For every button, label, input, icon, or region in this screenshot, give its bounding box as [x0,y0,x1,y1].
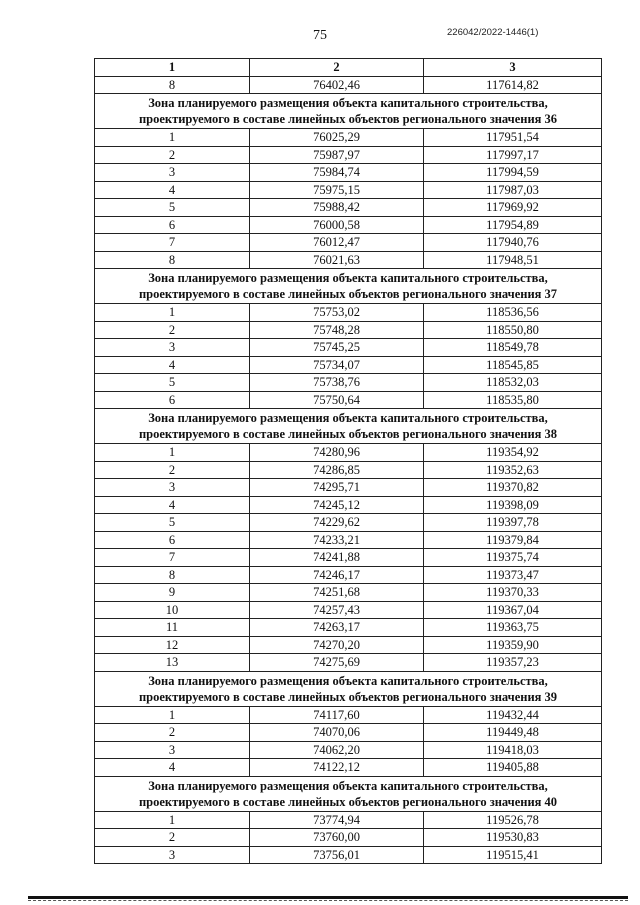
point-number-cell: 2 [95,461,250,479]
y-coordinate-cell: 117940,76 [424,234,602,252]
table-row [95,846,602,864]
point-number-cell: 3 [95,479,250,497]
table-row [95,146,602,164]
zone-title [95,671,602,706]
point-number-cell: 7 [95,549,250,567]
column-header: 1 [95,59,250,77]
x-coordinate-cell: 74062,20 [250,741,424,759]
point-number-cell: 11 [95,619,250,637]
point-number-cell: 1 [95,706,250,724]
table-row [95,461,602,479]
x-coordinate-cell: 75753,02 [250,304,424,322]
point-number-cell: 6 [95,391,250,409]
y-coordinate-cell: 119359,90 [424,636,602,654]
zone-title [95,409,602,444]
zone-title-row [95,94,602,129]
y-coordinate-cell: 117994,59 [424,164,602,182]
point-number-cell: 4 [95,356,250,374]
point-number-cell: 7 [95,234,250,252]
table-row [95,759,602,777]
point-number-cell: 9 [95,584,250,602]
table-row [95,251,602,269]
zone-title-row [95,671,602,706]
x-coordinate-cell: 75745,25 [250,339,424,357]
y-coordinate-cell: 117951,54 [424,129,602,147]
zone-title-line-1: Зона планируемого размещения объекта капитального строительства, [148,96,548,110]
zone-title-line-2: проектируемого в составе линейных объектов регионального значения 40 [138,794,558,809]
zone-title-line-2: проектируемого в составе линейных объектов регионального значения 36 [138,112,558,126]
coordinates-table [94,58,602,864]
y-coordinate-cell: 119357,23 [424,654,602,672]
table-row [95,479,602,497]
table-row [95,444,602,462]
table-row [95,549,602,567]
zone-title-line-2: проектируемого в составе линейных объектов регионального значения 37 [138,287,558,301]
zone-title [95,776,602,811]
y-coordinate-cell: 119526,78 [424,811,602,829]
x-coordinate-cell: 73756,01 [250,846,424,864]
zone-title-line-2: проектируемого в составе линейных объектов регионального значения 38 [138,427,558,441]
x-coordinate-cell: 75984,74 [250,164,424,182]
x-coordinate-cell: 75975,15 [250,181,424,199]
table-row [95,339,602,357]
table-body [95,76,602,864]
point-number-cell: 2 [95,829,250,847]
point-number-cell: 3 [95,164,250,182]
y-coordinate-cell: 119370,33 [424,584,602,602]
zone-title-row [95,776,602,811]
y-coordinate-cell: 119397,78 [424,514,602,532]
point-number-cell: 8 [95,251,250,269]
point-number-cell: 8 [95,76,250,94]
x-coordinate-cell: 73760,00 [250,829,424,847]
table-row [95,566,602,584]
x-coordinate-cell: 74286,85 [250,461,424,479]
x-coordinate-cell: 74275,69 [250,654,424,672]
point-number-cell: 13 [95,654,250,672]
point-number-cell: 4 [95,496,250,514]
table-row [95,181,602,199]
point-number-cell: 3 [95,846,250,864]
x-coordinate-cell: 74122,12 [250,759,424,777]
x-coordinate-cell: 75988,42 [250,199,424,217]
zone-title-line-1: Зона планируемого размещения объекта капитального строительства, [148,271,548,285]
y-coordinate-cell: 119354,92 [424,444,602,462]
zone-title-line-1: Зона планируемого размещения объекта капитального строительства, [148,778,548,793]
x-coordinate-cell: 74270,20 [250,636,424,654]
x-coordinate-cell: 74280,96 [250,444,424,462]
table-row [95,741,602,759]
table-header [95,59,602,77]
table-row [95,829,602,847]
point-number-cell: 1 [95,129,250,147]
point-number-cell: 12 [95,636,250,654]
table-row [95,356,602,374]
y-coordinate-cell: 117614,82 [424,76,602,94]
point-number-cell: 2 [95,146,250,164]
page-bottom-rule [28,896,628,899]
x-coordinate-cell: 74245,12 [250,496,424,514]
x-coordinate-cell: 74229,62 [250,514,424,532]
y-coordinate-cell: 119405,88 [424,759,602,777]
point-number-cell: 2 [95,724,250,742]
x-coordinate-cell: 75750,64 [250,391,424,409]
x-coordinate-cell: 74295,71 [250,479,424,497]
table-row [95,531,602,549]
x-coordinate-cell: 74241,88 [250,549,424,567]
x-coordinate-cell: 76000,58 [250,216,424,234]
column-header: 2 [250,59,424,77]
point-number-cell: 5 [95,199,250,217]
page-bottom-rule-thin [28,900,628,901]
y-coordinate-cell: 119418,03 [424,741,602,759]
x-coordinate-cell: 74263,17 [250,619,424,637]
point-number-cell: 10 [95,601,250,619]
y-coordinate-cell: 118532,03 [424,374,602,392]
y-coordinate-cell: 117969,92 [424,199,602,217]
x-coordinate-cell: 76021,63 [250,251,424,269]
x-coordinate-cell: 75734,07 [250,356,424,374]
x-coordinate-cell: 74070,06 [250,724,424,742]
table-row [95,811,602,829]
y-coordinate-cell: 119373,47 [424,566,602,584]
y-coordinate-cell: 117987,03 [424,181,602,199]
table-row [95,584,602,602]
table-row [95,234,602,252]
table-row [95,636,602,654]
x-coordinate-cell: 74117,60 [250,706,424,724]
table-row [95,654,602,672]
table-row [95,619,602,637]
column-header: 3 [424,59,602,77]
table-row [95,496,602,514]
y-coordinate-cell: 119515,41 [424,846,602,864]
zone-title-line-2: проектируемого в составе линейных объектов регионального значения 39 [138,689,558,704]
x-coordinate-cell: 74257,43 [250,601,424,619]
point-number-cell: 6 [95,531,250,549]
zone-title [95,269,602,304]
table-row [95,391,602,409]
point-number-cell: 5 [95,514,250,532]
zone-title-line-1: Зона планируемого размещения объекта капитального строительства, [148,673,548,688]
point-number-cell: 1 [95,811,250,829]
y-coordinate-cell: 117997,17 [424,146,602,164]
header-row [95,59,602,77]
x-coordinate-cell: 73774,94 [250,811,424,829]
document-reference: 226042/2022-1446(1) [447,27,539,38]
y-coordinate-cell: 119530,83 [424,829,602,847]
y-coordinate-cell: 117948,51 [424,251,602,269]
table-row [95,199,602,217]
x-coordinate-cell: 75748,28 [250,321,424,339]
x-coordinate-cell: 76402,46 [250,76,424,94]
y-coordinate-cell: 119379,84 [424,531,602,549]
x-coordinate-cell: 74251,68 [250,584,424,602]
point-number-cell: 6 [95,216,250,234]
x-coordinate-cell: 76025,29 [250,129,424,147]
y-coordinate-cell: 119363,75 [424,619,602,637]
table-row [95,304,602,322]
table-row [95,321,602,339]
x-coordinate-cell: 75738,76 [250,374,424,392]
point-number-cell: 3 [95,339,250,357]
y-coordinate-cell: 117954,89 [424,216,602,234]
table-row [95,724,602,742]
zone-title-row [95,269,602,304]
table-row [95,216,602,234]
page-number: 75 [313,28,327,43]
y-coordinate-cell: 119449,48 [424,724,602,742]
table-row [95,129,602,147]
y-coordinate-cell: 118536,56 [424,304,602,322]
table-row [95,374,602,392]
y-coordinate-cell: 119370,82 [424,479,602,497]
table-row [95,76,602,94]
y-coordinate-cell: 119398,09 [424,496,602,514]
point-number-cell: 2 [95,321,250,339]
y-coordinate-cell: 119367,04 [424,601,602,619]
table-row [95,601,602,619]
y-coordinate-cell: 118550,80 [424,321,602,339]
point-number-cell: 4 [95,759,250,777]
point-number-cell: 1 [95,444,250,462]
x-coordinate-cell: 74233,21 [250,531,424,549]
point-number-cell: 3 [95,741,250,759]
zone-title [95,94,602,129]
y-coordinate-cell: 118535,80 [424,391,602,409]
table-row [95,706,602,724]
y-coordinate-cell: 118549,78 [424,339,602,357]
point-number-cell: 4 [95,181,250,199]
table-row [95,514,602,532]
point-number-cell: 5 [95,374,250,392]
point-number-cell: 1 [95,304,250,322]
table-row [95,164,602,182]
y-coordinate-cell: 119352,63 [424,461,602,479]
y-coordinate-cell: 119375,74 [424,549,602,567]
x-coordinate-cell: 76012,47 [250,234,424,252]
y-coordinate-cell: 119432,44 [424,706,602,724]
point-number-cell: 8 [95,566,250,584]
zone-title-line-1: Зона планируемого размещения объекта капитального строительства, [148,411,548,425]
x-coordinate-cell: 75987,97 [250,146,424,164]
y-coordinate-cell: 118545,85 [424,356,602,374]
x-coordinate-cell: 74246,17 [250,566,424,584]
zone-title-row [95,409,602,444]
